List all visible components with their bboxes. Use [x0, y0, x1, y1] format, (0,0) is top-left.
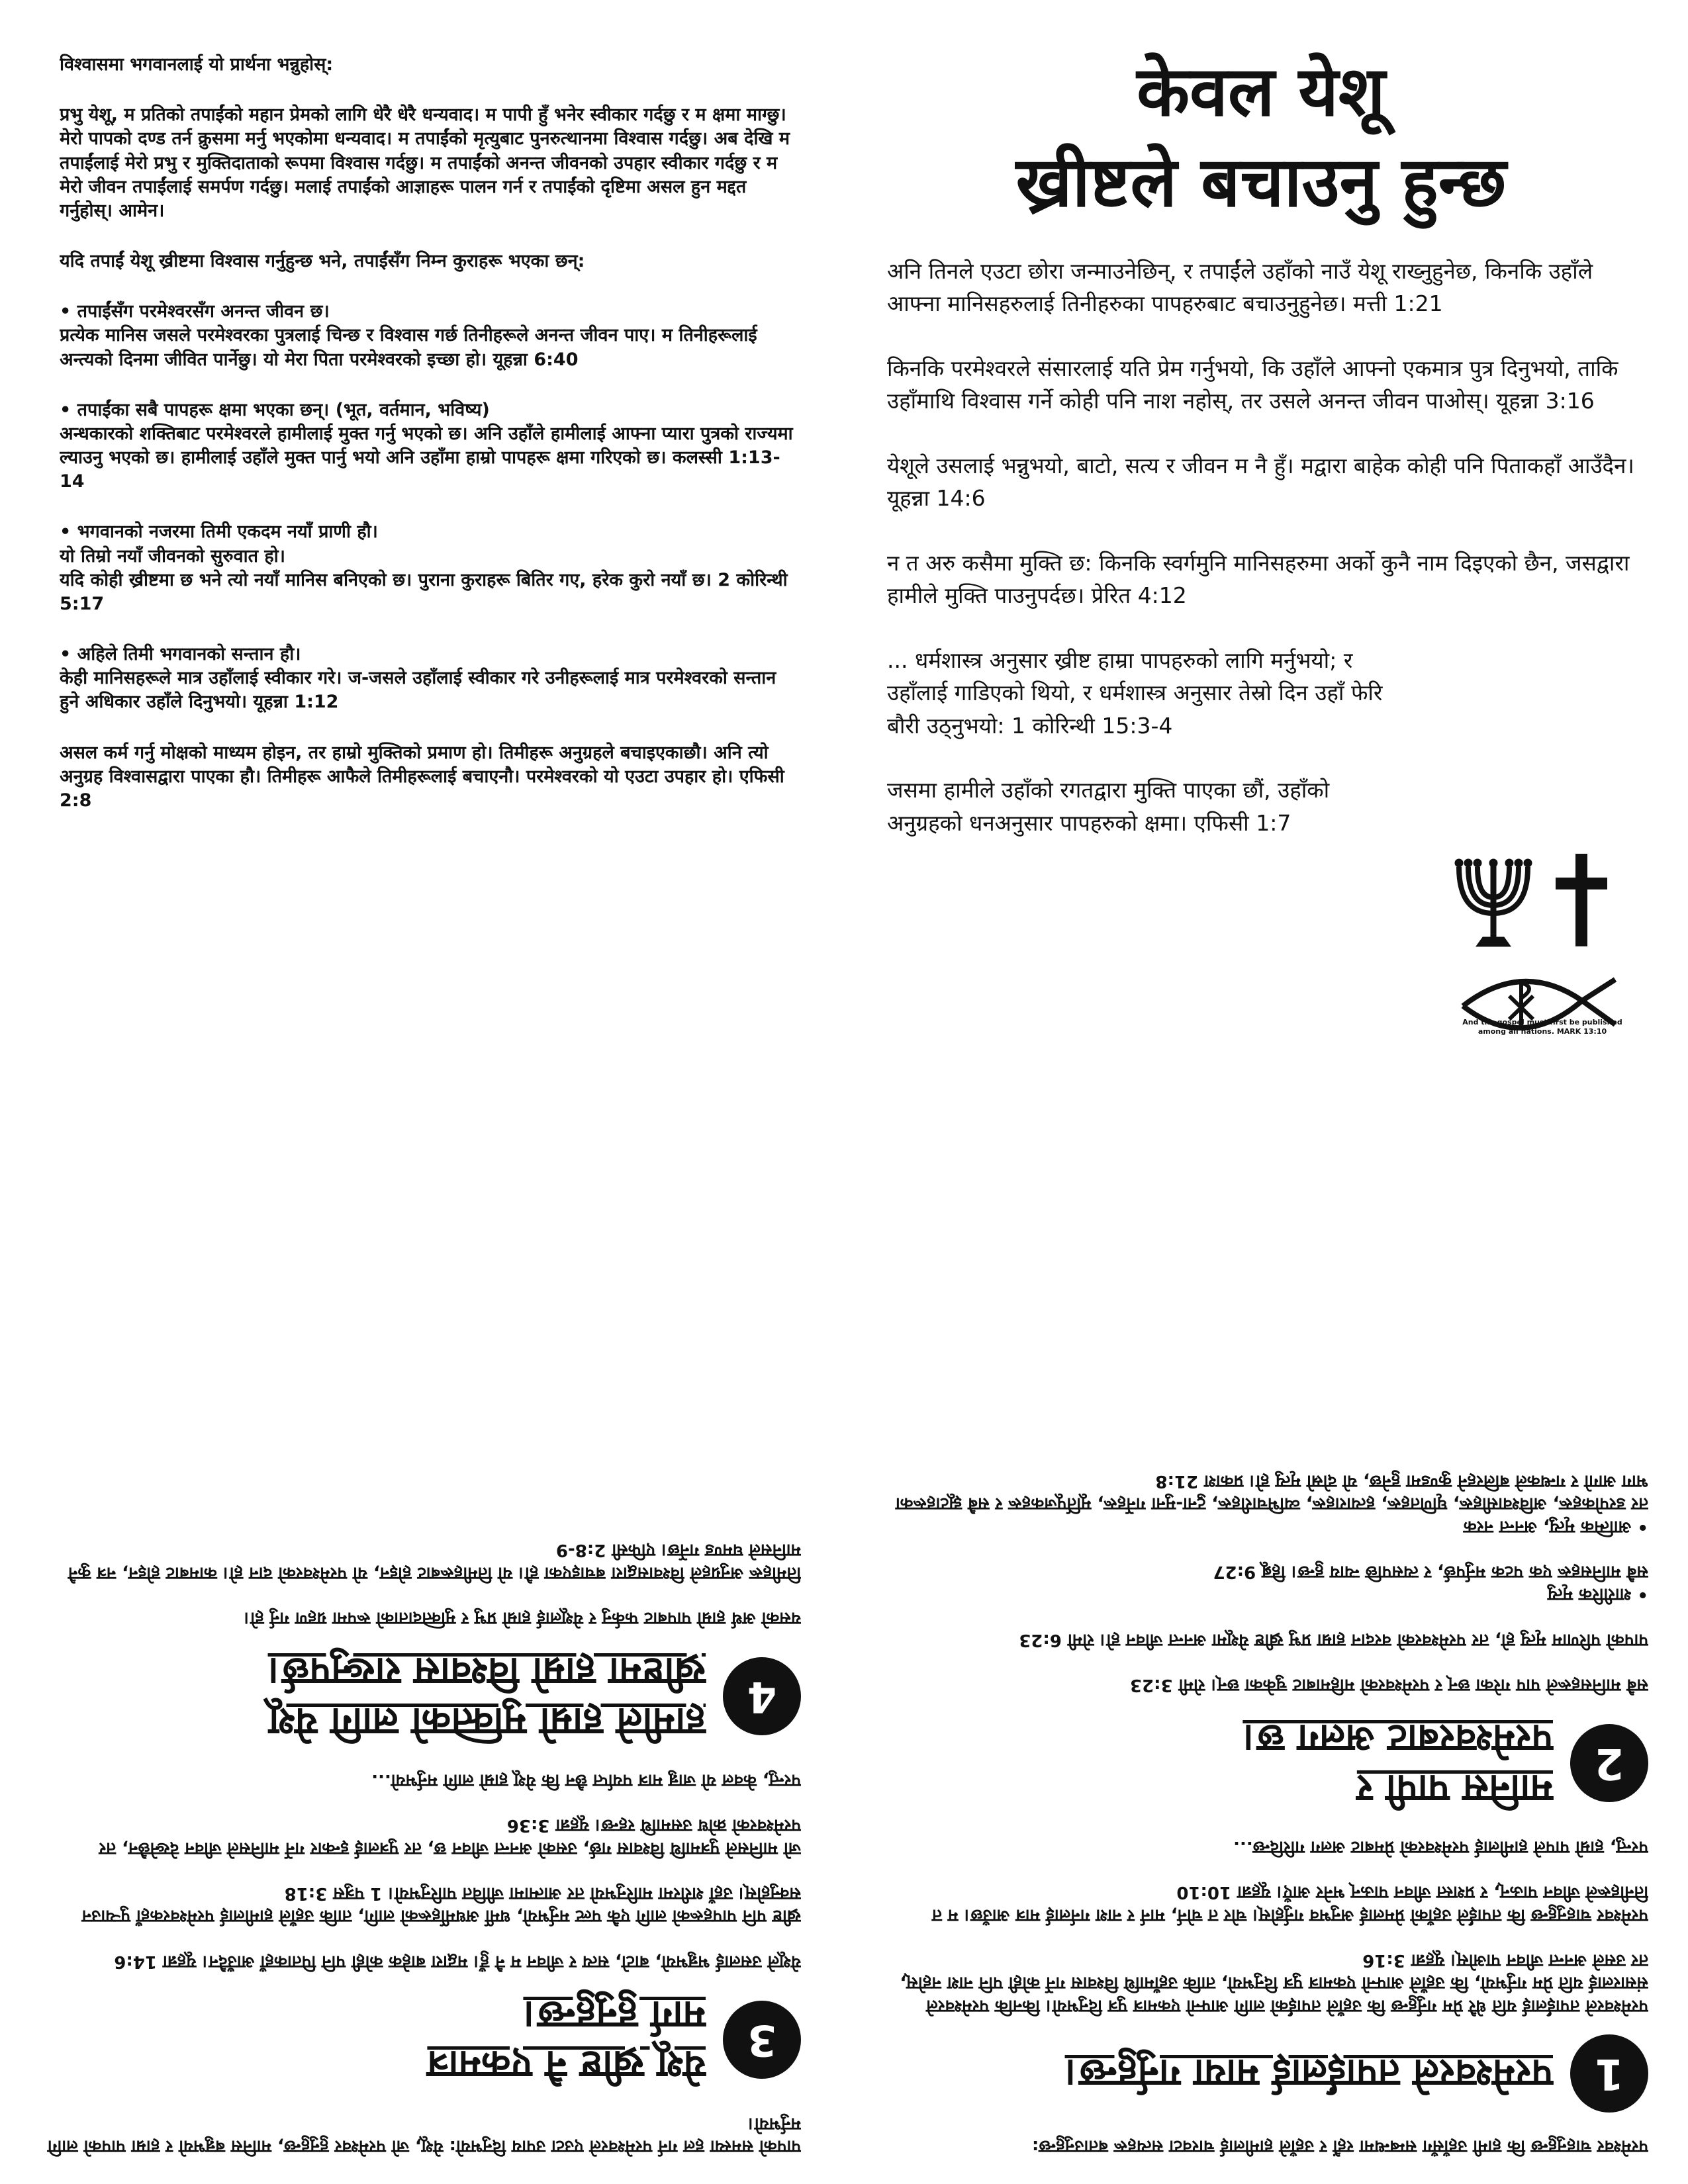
steps-one-two-panel	[887, 1125, 1648, 2158]
step-3-text-2: ख्रीष्ट पनि पापहरूको लागि एकै पल्ट मर्नुभयो, धर्मी अधर्मीहरूको लागि, ताकि उहाँले हामीलाई परमेश्वरकहाँ पुर्‍याउन सक्नुहोस्। उहाँ शरीरमा मारिनुभयो तर आत्मामा जीवित पारिनुभयो। 1 पत्रुस 3:18	[81, 1883, 801, 1927]
step-1-text: परमेश्वरले तपाईंलाई यति धेरै प्रेम गर्नुहुन्छ कि उहाँले तपाईंको लागि आफ्नो एकमात्र पुत्र दिनुभयो। किनकि परमेश्वरले संसारलाई यति प्रेम गर्नुभयो, कि उहाँले आफ्नो एकमात्र पुत्र दिनुभयो, ताकि उहाँमाथि विश्वास गर्ने कोही पनि नाश नहोस्, तर उसले अनन्त जीवन पाओस्। यूहन्ना 3:16	[900, 1950, 1648, 2016]
assurance-point-eternal-life: • तपाईंसँग परमेश्वरसँग अनन्त जीवन छ। प्रत्येक मानिस जसले परमेश्वरका पुत्रलाई चिन्छ र विश्वास गर्छ तिनीहरूले अनन्त जीवन पाए। म तिनीहरूलाई अन्त्यको दिनमा जीवित पार्नेछु। यो मेरा पिता परमेश्वरको इच्छा हो। यूहन्ना 6:40	[60, 301, 757, 370]
step-3-text: येशूले उसलाई भन्नुभयो, बाटो, सत्य र जीवन म नै हुँ। मद्वारा बाहेक कोही पनि पिताकहाँ आउँदैन। यूहन्ना 14:6	[114, 1951, 801, 1972]
menorah-icon	[1455, 859, 1532, 946]
grace-paragraph: असल कर्म गर्नु मोक्षको माध्यम होइन, तर हाम्रो मुक्तिको प्रमाण हो। तिमीहरू अनुग्रहले बचाइएकाछौ। अनि त्यो अनुग्रह विश्वासद्वारा पाएका हौ। तिमीहरू आफैले तिमीहरूलाई बचाएनौ। परमेश्वरको यो एउटा उपहार हो। एफिसी 2:8	[60, 742, 784, 811]
cross-icon	[1556, 854, 1607, 946]
steps-intro: परमेश्वर चाहनुहुन्छ कि हामी उहाँसँग सम्बन्धमा रहौं र उहाँले हामीलाई चारवटा सत्यहरू बताउनुहुन्छ:	[1031, 2136, 1648, 2156]
step-2-title: मानिस पापी र परमेश्वरबाट अलग छ।	[1243, 1716, 1553, 1811]
prayer-text: प्रभु येशू, म प्रतिको तपाईंको महान प्रेमको लागि धेरै धेरै धन्यवाद। म पापी हुँ भनेर स्वीकार गर्दछु र म क्षमा माग्छु। मेरो पापको दण्ड तर्न क्रुसमा मर्नु भएकोमा धन्यवाद। म तपाईंको मृत्युबाट पुनरुत्थानमा विश्वास गर्दछु। अब देखि म तपाईंलाई मेरो प्रभु र मुक्तिदाताको रूपमा विश्वास गर्दछु। म तपाईंको अनन्त जीवनको उपहार स्वीकार गर्दछु र म मेरो जीवन तपाईंलाई समर्पण गर्दछु। मलाई तपाईंको आज्ञाहरू पालन गर्न र तपाईंको दृष्टिमा असल हुन मद्दत गर्नुहोस्। आमेन।	[60, 105, 790, 221]
step-4-text-2: तिमीहरू अनुग्रहले विश्वासद्वारा बचाइएका हौ। यो तिमीहरूबाट होइन, यो परमेश्वरको दान हो। कामबाट होइन, नत्र कुनै मानिसले घमण्ड गर्नेछ। एफिसी 2:8-9	[68, 1540, 801, 1583]
step-2-text-2: पापको परिणाम मृत्यु हो, तर परमेश्वरको वरदान हाम्रा प्रभु ख्रीष्ट येशूमा अनन्त जीवन हो। रोमी 6:23	[1019, 1629, 1648, 1650]
verse-ephesians-1-7: जसमा हामीले उहाँको रगतद्वारा मुक्ति पाएका छौं, उहाँको अनुग्रहको धनअनुसार पापहरुको क्षमा। एफिसी 1:7	[887, 777, 1330, 836]
step-3-title: येशू ख्रीष्ट नै एकमात्र मार्ग हुनुहुन्छ।	[427, 1992, 706, 2088]
assurance-point-new-creation: • भगवानको नजरमा तिमी एकदम नयाँ प्राणी हौ। यो तिम्रो नयाँ जीवनको सुरुवात हो। यदि कोही ख्रीष्टमा छ भने त्यो नयाँ मानिस बनिएको छ। पुराना कुराहरू बितिर गए, हरेक कुरो नयाँ छ। 2 कोरिन्थी 5:17	[60, 522, 788, 614]
emblem-caption: And the gospel must first be published among all nations. MARK 13:10	[1462, 1018, 1622, 1036]
verse-acts-4-12: न त अरु कसैमा मुक्ति छ: किनकि स्वर्गमुनि मानिसहरुमा अर्को कुनै नाम दिइएको छैन, जसद्वारा हामीले मुक्ति पाउनुपर्दछ। प्रेरित 4:12	[887, 549, 1630, 609]
page-title: केवल येशू ख्रीष्टले बचाउनु हुन्छ	[1015, 51, 1507, 223]
verse-matthew-1-21: अनि तिनले एउटा छोरा जन्माउनेछिन्, र तपाईंले उहाँको नाउँ येशू राख्नुहुनेछ, किनकि उहाँले आफ्ना मानिसहरुलाई तिनीहरुका पापहरुबाट बचाउनुहुनेछ। मत्ती 1:21	[887, 257, 1593, 317]
verse-john-3-16: किनकि परमेश्वरले संसारलाई यति प्रेम गर्नुभयो, कि उहाँले आफ्नो एकमात्र पुत्र दिनुभयो, ताकि उहाँमाथि विश्वास गर्ने कोही पनि नाश नहोस्, तर उसले अनन्त जीवन पाओस्। यूहन्ना 3:16	[887, 355, 1618, 414]
title-panel	[887, 46, 1635, 1059]
step-2-heading	[887, 1713, 1648, 1813]
step-1-text-3: परन्तु, हाम्रो पापले हामीलाई परमेश्वरको प्रेमबाट अलग गरिदिन्छ...	[1233, 1837, 1648, 1858]
step-1-title: परमेश्वरले तपाईंलाई माया गर्नुहुन्छ।	[1064, 2051, 1553, 2097]
step-1-number: 1	[1570, 2034, 1648, 2113]
step-3-number: 3	[723, 2001, 801, 2079]
step-2-text-4: • आत्मिक मृत्यु, अनन्त नरक तर डरपोकहरू, अविश्वासीहरू, घृणितहरू, हत्याराहरू, व्यभिचारीहरू, टुना-मुना गर्नेहरू, मूर्तिपूजकहरू र सबै झूटाहरूका भाग आगो र गन्धकले बलिरहने कुण्डमा हुनेछ, यो दोस्रो मृत्यु हो। प्रकाश 21:8	[895, 1471, 1648, 1537]
prayer-panel	[60, 53, 801, 1059]
steps-three-four-panel	[40, 1125, 801, 2158]
assurance-point-child-of-god: • अहिले तिमी भगवानको सन्तान हौ। केही मानिसहरूले मात्र उहाँलाई स्वीकार गरे। ज-जसले उहाँलाई स्वीकार गरे उनीहरूलाई मात्र परमेश्वरको सन्तान हुने अधिकार उहाँले दिनुभयो। यूहन्ना 1:12	[60, 644, 776, 713]
step-3-heading	[40, 1990, 801, 2090]
step-1-text-2: परमेश्वर चाहनुहुन्छ कि तपाईंले उहाँको प्रेमलाई अनुभव गर्नुहोस्। चोर त चोर्न, मार्न र नाश गर्नलाई मात्र आउँछ। म त तिनीहरूले जीवन पाऊन्, र प्रशस्त जीवन पाऊन् भनेर आएँ। यूहन्ना 10:10	[932, 1882, 1648, 1925]
prayer-intro: विश्वासमा भगवानलाई यो प्रार्थना भन्नुहोस्:	[60, 54, 334, 75]
believe-intro: यदि तपाईं येशू ख्रीष्टमा विश्वास गर्नुहुन्छ भने, तपाईंसँग निम्न कुराहरू भएका छन्:	[60, 251, 585, 272]
verse-john-14-6: येशूले उसलाई भन्नुभयो, बाटो, सत्य र जीवन म नै हुँ। मद्वारा बाहेक कोही पनि पिताकहाँ आउँदैन। यूहन्ना 14:6	[887, 452, 1634, 512]
step-2-number: 2	[1570, 1724, 1648, 1802]
verse-1-corinthians-15: ... धर्मशास्त्र अनुसार ख्रीष्ट हाम्रा पापहरुको लागि मर्नुभयो; र उहाँलाई गाडिएको थियो, र धर्मशास्त्र अनुसार तेस्रो दिन उहाँ फेरि बौरी उठ्नुभयो: 1 कोरिन्थी 15:3-4	[887, 647, 1383, 739]
assurance-point-forgiven: • तपाईंका सबै पापहरू क्षमा भएका छन्। (भूत, वर्तमान, भविष्य) अन्धकारको शक्तिबाट परमेश्वरले हामीलाई मुक्त गर्नु भएको छ। अनि उहाँले हामीलाई आफ्ना प्यारा पुत्रको राज्यमा ल्याउनु भएको छ। हामीलाई उहाँले मुक्त पार्नु भयो अनि उहाँमा हाम्रो पापहरू क्षमा गरिएको छ। कलस्सी 1:13-14	[60, 399, 793, 492]
step-1-heading	[887, 2034, 1648, 2113]
step-2-text: सबै मानिसहरूले पाप गरेका छन् र परमेश्वरको महिमाबाट चुकेका छन्। रोमी 3:23	[1129, 1675, 1648, 1696]
step-2-text-3: • शारीरिक मृत्यु सबै मानिसहरू एक पटक मर्नुपर्छ, र त्यसपछि न्याय हुन्छ। हिब्रू 9:27	[1213, 1562, 1648, 1605]
step-4-number: 4	[723, 1657, 801, 1735]
step-4-heading	[40, 1647, 801, 1747]
step-3-text-4: परन्तु, केवल यो जान्नु मात्र पर्याप्त छैन कि येशू हाम्रो लागि मर्नुभयो...	[371, 1770, 801, 1791]
step-4-text: यसको अर्थ हाम्रो पापबाट फर्कनु र येशूलाई हाम्रो प्रभु र मुक्तिदाताको रूपमा ग्रहण गर्नु हो।	[244, 1608, 801, 1628]
step-4-title: हामीले हाम्रो मुक्तिको लागि येशू ख्रीष्टमा हाम्रो विश्वास राख्नुपर्छ।	[267, 1649, 706, 1745]
step-3-text-3: जो मानिसले पुत्रमाथि विश्वास गर्छ, उसको अनन्त जीवन छ, तर पुत्रलाई इन्कार गर्ने मानिसले जीवन देख्नेछैन, तर परमेश्वरको क्रोध उसमाथि रहन्छ। यूहन्ना 3:36	[99, 1815, 801, 1858]
step-3-intro: पापको समस्या हल गर्न परमेश्वरले एउटा उपाय दिनुभयो: येशू, जो परमेश्वर हुनुहुन्छ, मानिस बन्नुभयो र हाम्रा पापको लागि मर्नुभयो।	[47, 2113, 801, 2156]
